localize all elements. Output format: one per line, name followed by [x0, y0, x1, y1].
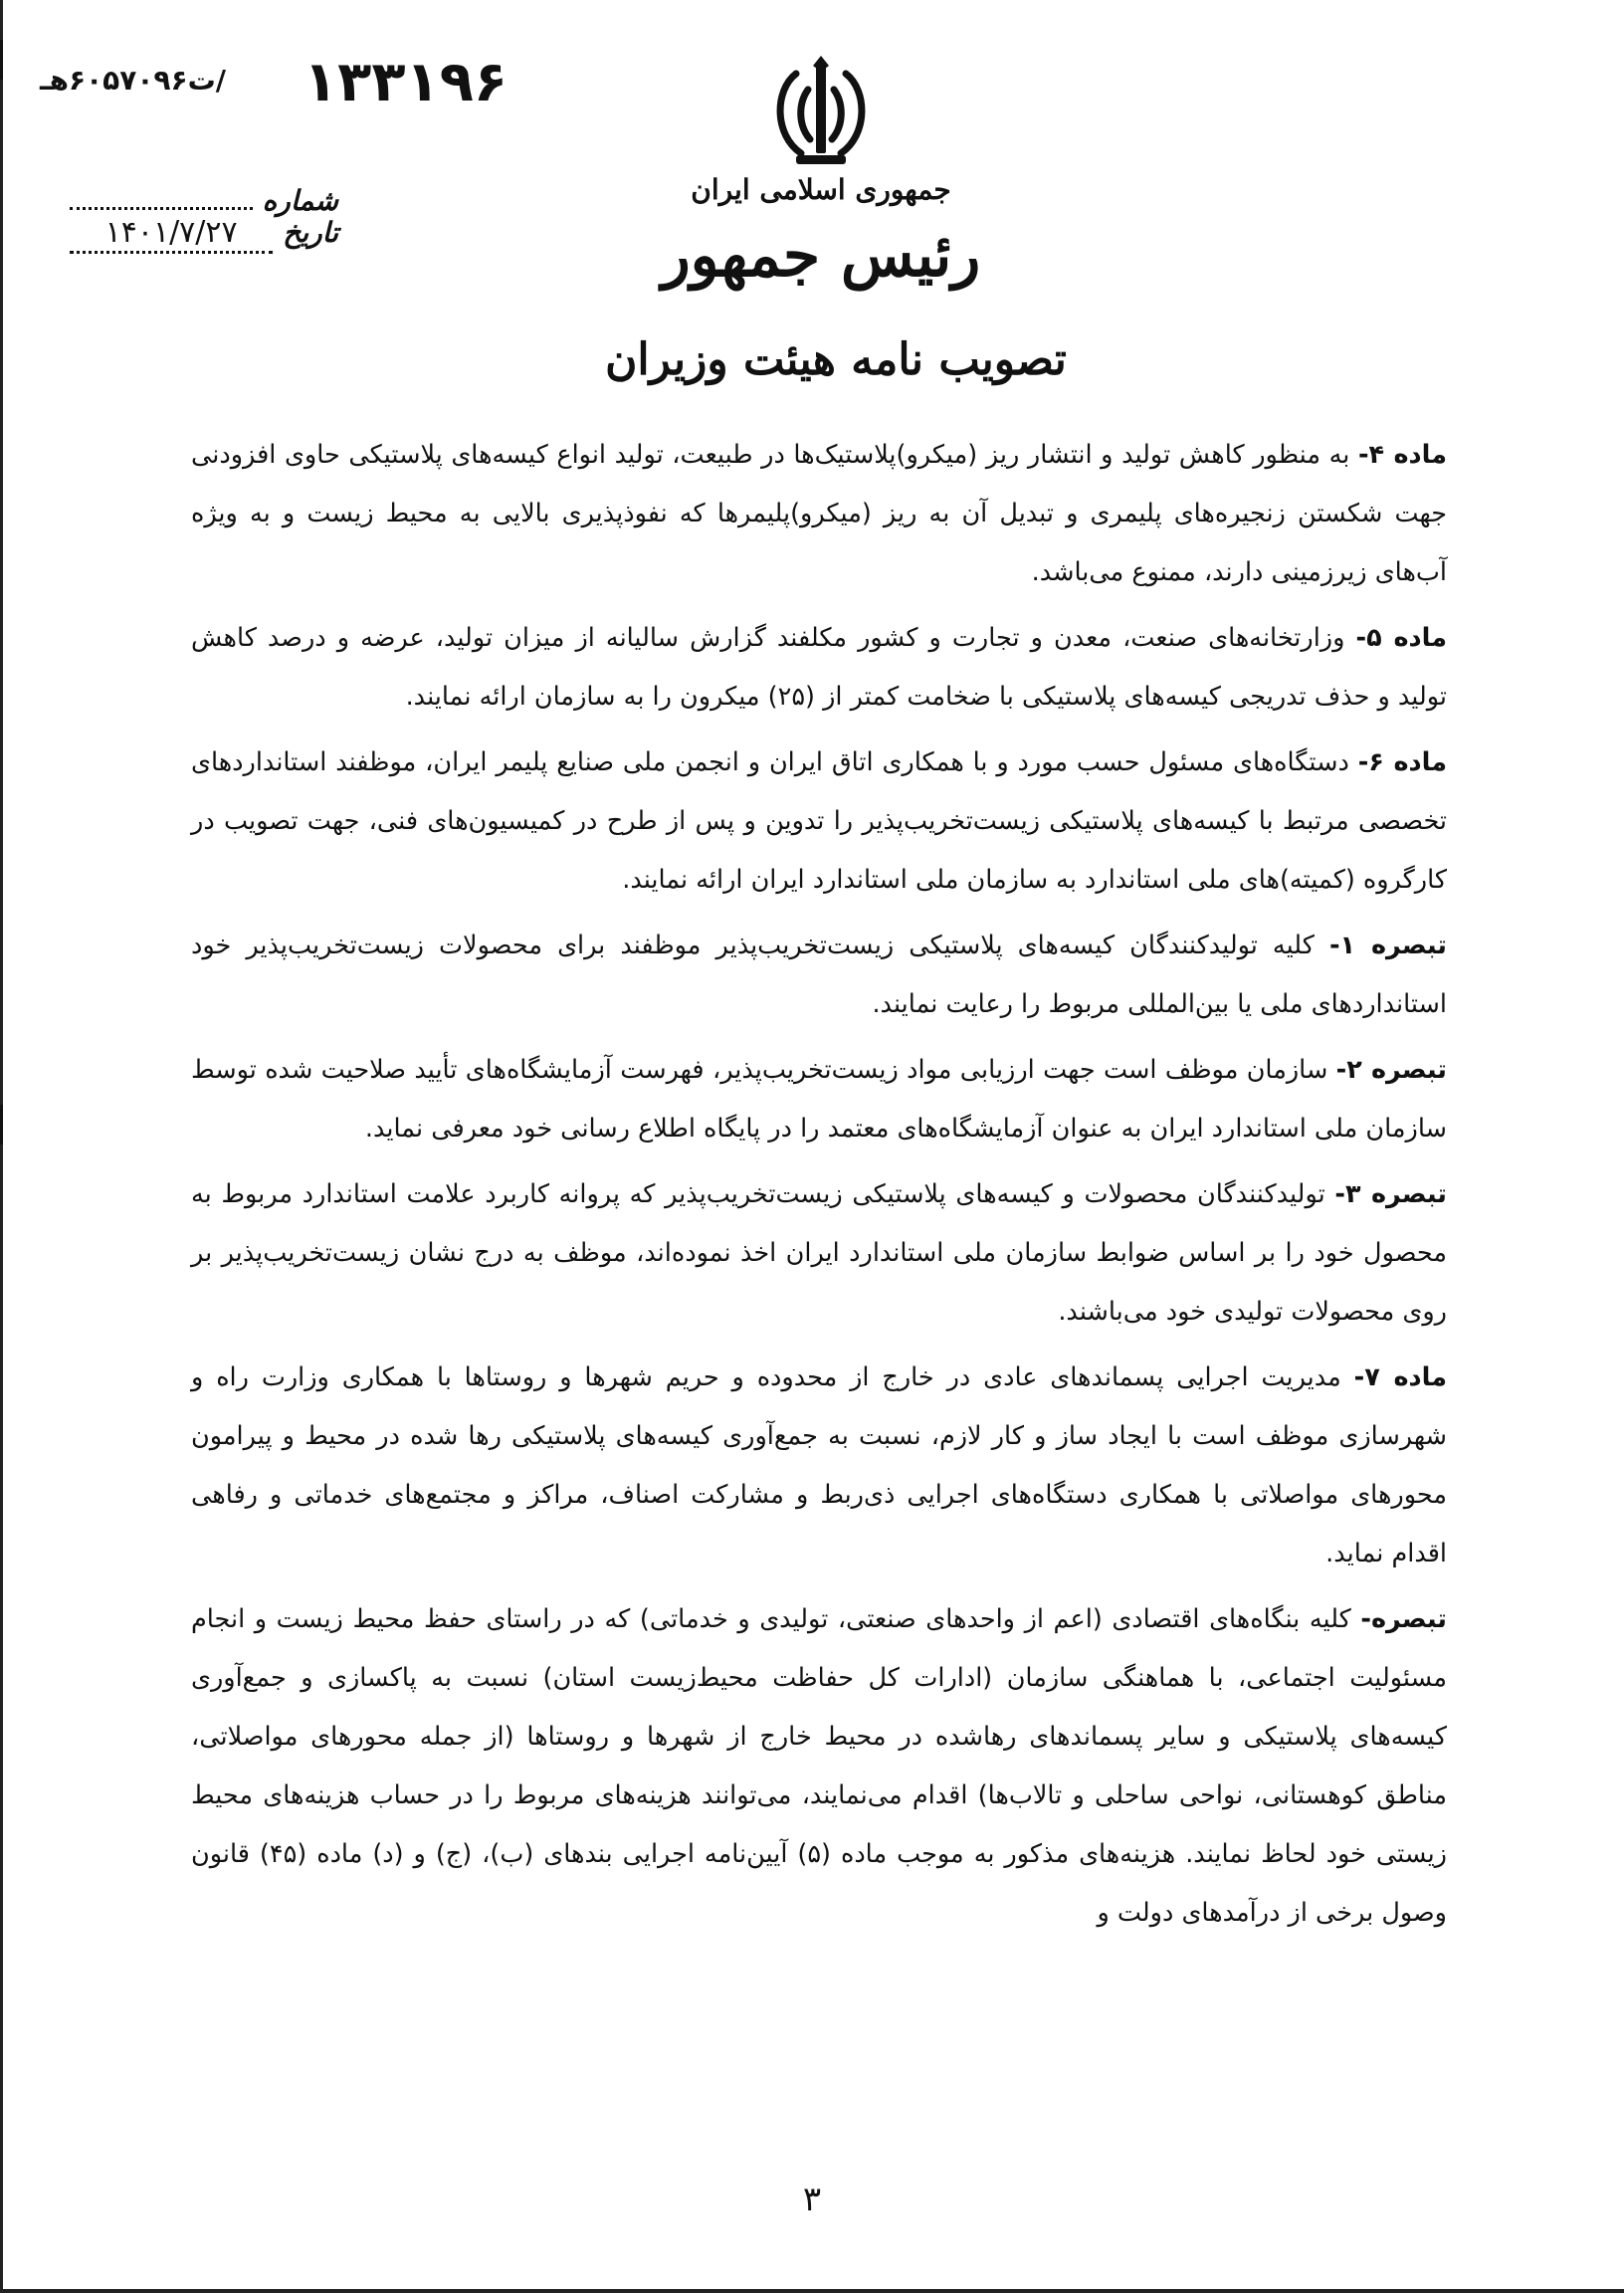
- note-3: [191, 1165, 1447, 1342]
- note-label: تبصره-: [1360, 1604, 1447, 1634]
- note-label: تبصره ۲-: [1335, 1055, 1447, 1085]
- reference-code: /ت۶۰۵۷۰۹۶هـ: [40, 64, 226, 97]
- article-7: [191, 1349, 1447, 1583]
- note-2: [191, 1041, 1447, 1158]
- iran-emblem-icon: [766, 56, 876, 170]
- date-value: ۱۴۰۱/۷/۲۷: [70, 215, 273, 254]
- number-date-block: [70, 171, 338, 259]
- article-5: [191, 609, 1447, 727]
- number-label: شماره: [262, 184, 338, 217]
- article-label: ماده ۶-: [1357, 747, 1447, 777]
- article-text: به منظور کاهش تولید و انتشار ریز (میکرو)پلاستیک‌ها در طبیعت، تولید انواع کیسه‌های پلاستیکی حاوی افزودنی جهت شکستن زنجیره‌های پلیمری و تبدیل آن به ریز (میکرو)پلیمرها که نفوذپذیری بالایی به محیط زیست و به ویژه آب‌های زیرزمینی دارند، ممنوع می‌باشد.: [191, 440, 1447, 587]
- scan-bottom-border: [0, 2289, 1624, 2293]
- note-label: تبصره ۳-: [1334, 1179, 1447, 1209]
- scan-left-border: [0, 0, 3, 2293]
- scan-edge-mark: [0, 1105, 3, 1145]
- article-text: دستگاه‌های مسئول حسب مورد و با همکاری اتاق ایران و انجمن ملی صنایع پلیمر ایران، موظفند استانداردهای تخصصی مرتبط با کیسه‌های پلاستیکی زیست‌تخریب‌پذیر را تدوین و پس از طرح در کمیسیون‌های فنی، جهت تصویب در کارگروه (کمیته)های ملی استاندارد به سازمان ملی استاندارد ایران ارائه نمایند.: [191, 747, 1447, 895]
- note-article-7: [191, 1590, 1447, 1943]
- date-label: تاریخ: [283, 216, 338, 249]
- note-text: کلیه تولیدکنندگان کیسه‌های پلاستیکی زیست‌تخریب‌پذیر موظفند برای محصولات زیست‌تخریب‌پذیر خود استانداردهای ملی یا بین‌المللی مربوط را رعایت نمایند.: [191, 931, 1447, 1019]
- office-title: رئیس جمهور: [661, 221, 981, 291]
- number-row: [70, 171, 338, 215]
- article-6: [191, 733, 1447, 910]
- article-text: وزارتخانه‌های صنعت، معدن و تجارت و کشور مکلفند گزارش سالیانه از میزان تولید، عرضه و درصد کاهش تولید و حذف تدریجی کیسه‌های پلاستیکی با ضخامت کمتر از (۲۵) میکرون را به سازمان ارائه نمایند.: [191, 623, 1447, 712]
- article-label: ماده ۴-: [1357, 440, 1447, 470]
- article-label: ماده ۷-: [1353, 1362, 1447, 1392]
- note-text: سازمان موظف است جهت ارزیابی مواد زیست‌تخریب‌پذیر، فهرست آزمایشگاه‌های تأیید صلاحیت شده توسط سازمان ملی استاندارد ایران به عنوان آزمایشگاه‌های معتمد را در پایگاه اطلاع رسانی خود معرفی نماید.: [191, 1055, 1447, 1144]
- document-type: تصویب نامه هیئت وزیران: [605, 334, 1067, 385]
- article-label: ماده ۵-: [1355, 623, 1447, 653]
- page-number: ۳: [802, 2180, 822, 2219]
- number-value: [70, 171, 253, 210]
- decree-body: [191, 426, 1447, 1950]
- note-label: تبصره ۱-: [1328, 931, 1447, 960]
- reference-block: [40, 50, 508, 114]
- article-text: مدیریت اجرایی پسماندهای عادی در خارج از محدوده و حریم شهرها و روستاها با همکاری وزارت راه و شهرسازی موظف است با ایجاد ساز و کار لازم، نسبت به جمع‌آوری کیسه‌های پلاستیکی رها شده در محیط و پیرامون محورهای مواصلاتی با همکاری دستگاه‌های اجرایی ذی‌ربط و مشارکت اصناف، مراکز و مجتمع‌های خدماتی و رفاهی اقدام نماید.: [191, 1362, 1447, 1568]
- note-text: تولیدکنندگان محصولات و کیسه‌های پلاستیکی زیست‌تخریب‌پذیر که پروانه کاربرد علامت استاندارد مربوط به محصول خود را بر اساس ضوابط سازمان ملی استاندارد ایران اخذ نموده‌اند، موظف به درج نشان زیست‌تخریب‌پذیر بر روی محصولات تولیدی خود می‌باشند.: [191, 1179, 1447, 1327]
- note-text: کلیه بنگاه‌های اقتصادی (اعم از واحدهای صنعتی، تولیدی و خدماتی) که در راستای حفظ محیط زیست و انجام مسئولیت اجتماعی، با هماهنگی سازمان (ادارات کل حفاظت محیط‌زیست استان) نسبت به پاکسازی و جمع‌آوری کیسه‌های پلاستیکی و سایر پسماندهای رهاشده در محیط خارج از شهرها و روستاها (از جمله محورهای مواصلاتی، مناطق کوهستانی، نواحی ساحلی و تالاب‌ها) اقدام می‌نمایند، می‌توانند هزینه‌های مربوط را در حساب هزینه‌های محیط زیستی خود لحاظ نمایند. هزینه‌های مذکور به موجب ماده (۵) آیین‌نامه اجرایی بندهای (ب)، (ج) و (د) ماده (۴۵) قانون وصول برخی از درآمدهای دولت و: [191, 1604, 1447, 1928]
- date-row: [70, 215, 338, 259]
- country-name: جمهوری اسلامی ایران: [691, 173, 951, 206]
- scan-edge-mark: [0, 40, 3, 80]
- note-1: [191, 917, 1447, 1034]
- registration-number: ۱۳۳۱۹۶: [304, 50, 508, 114]
- article-4: [191, 426, 1447, 602]
